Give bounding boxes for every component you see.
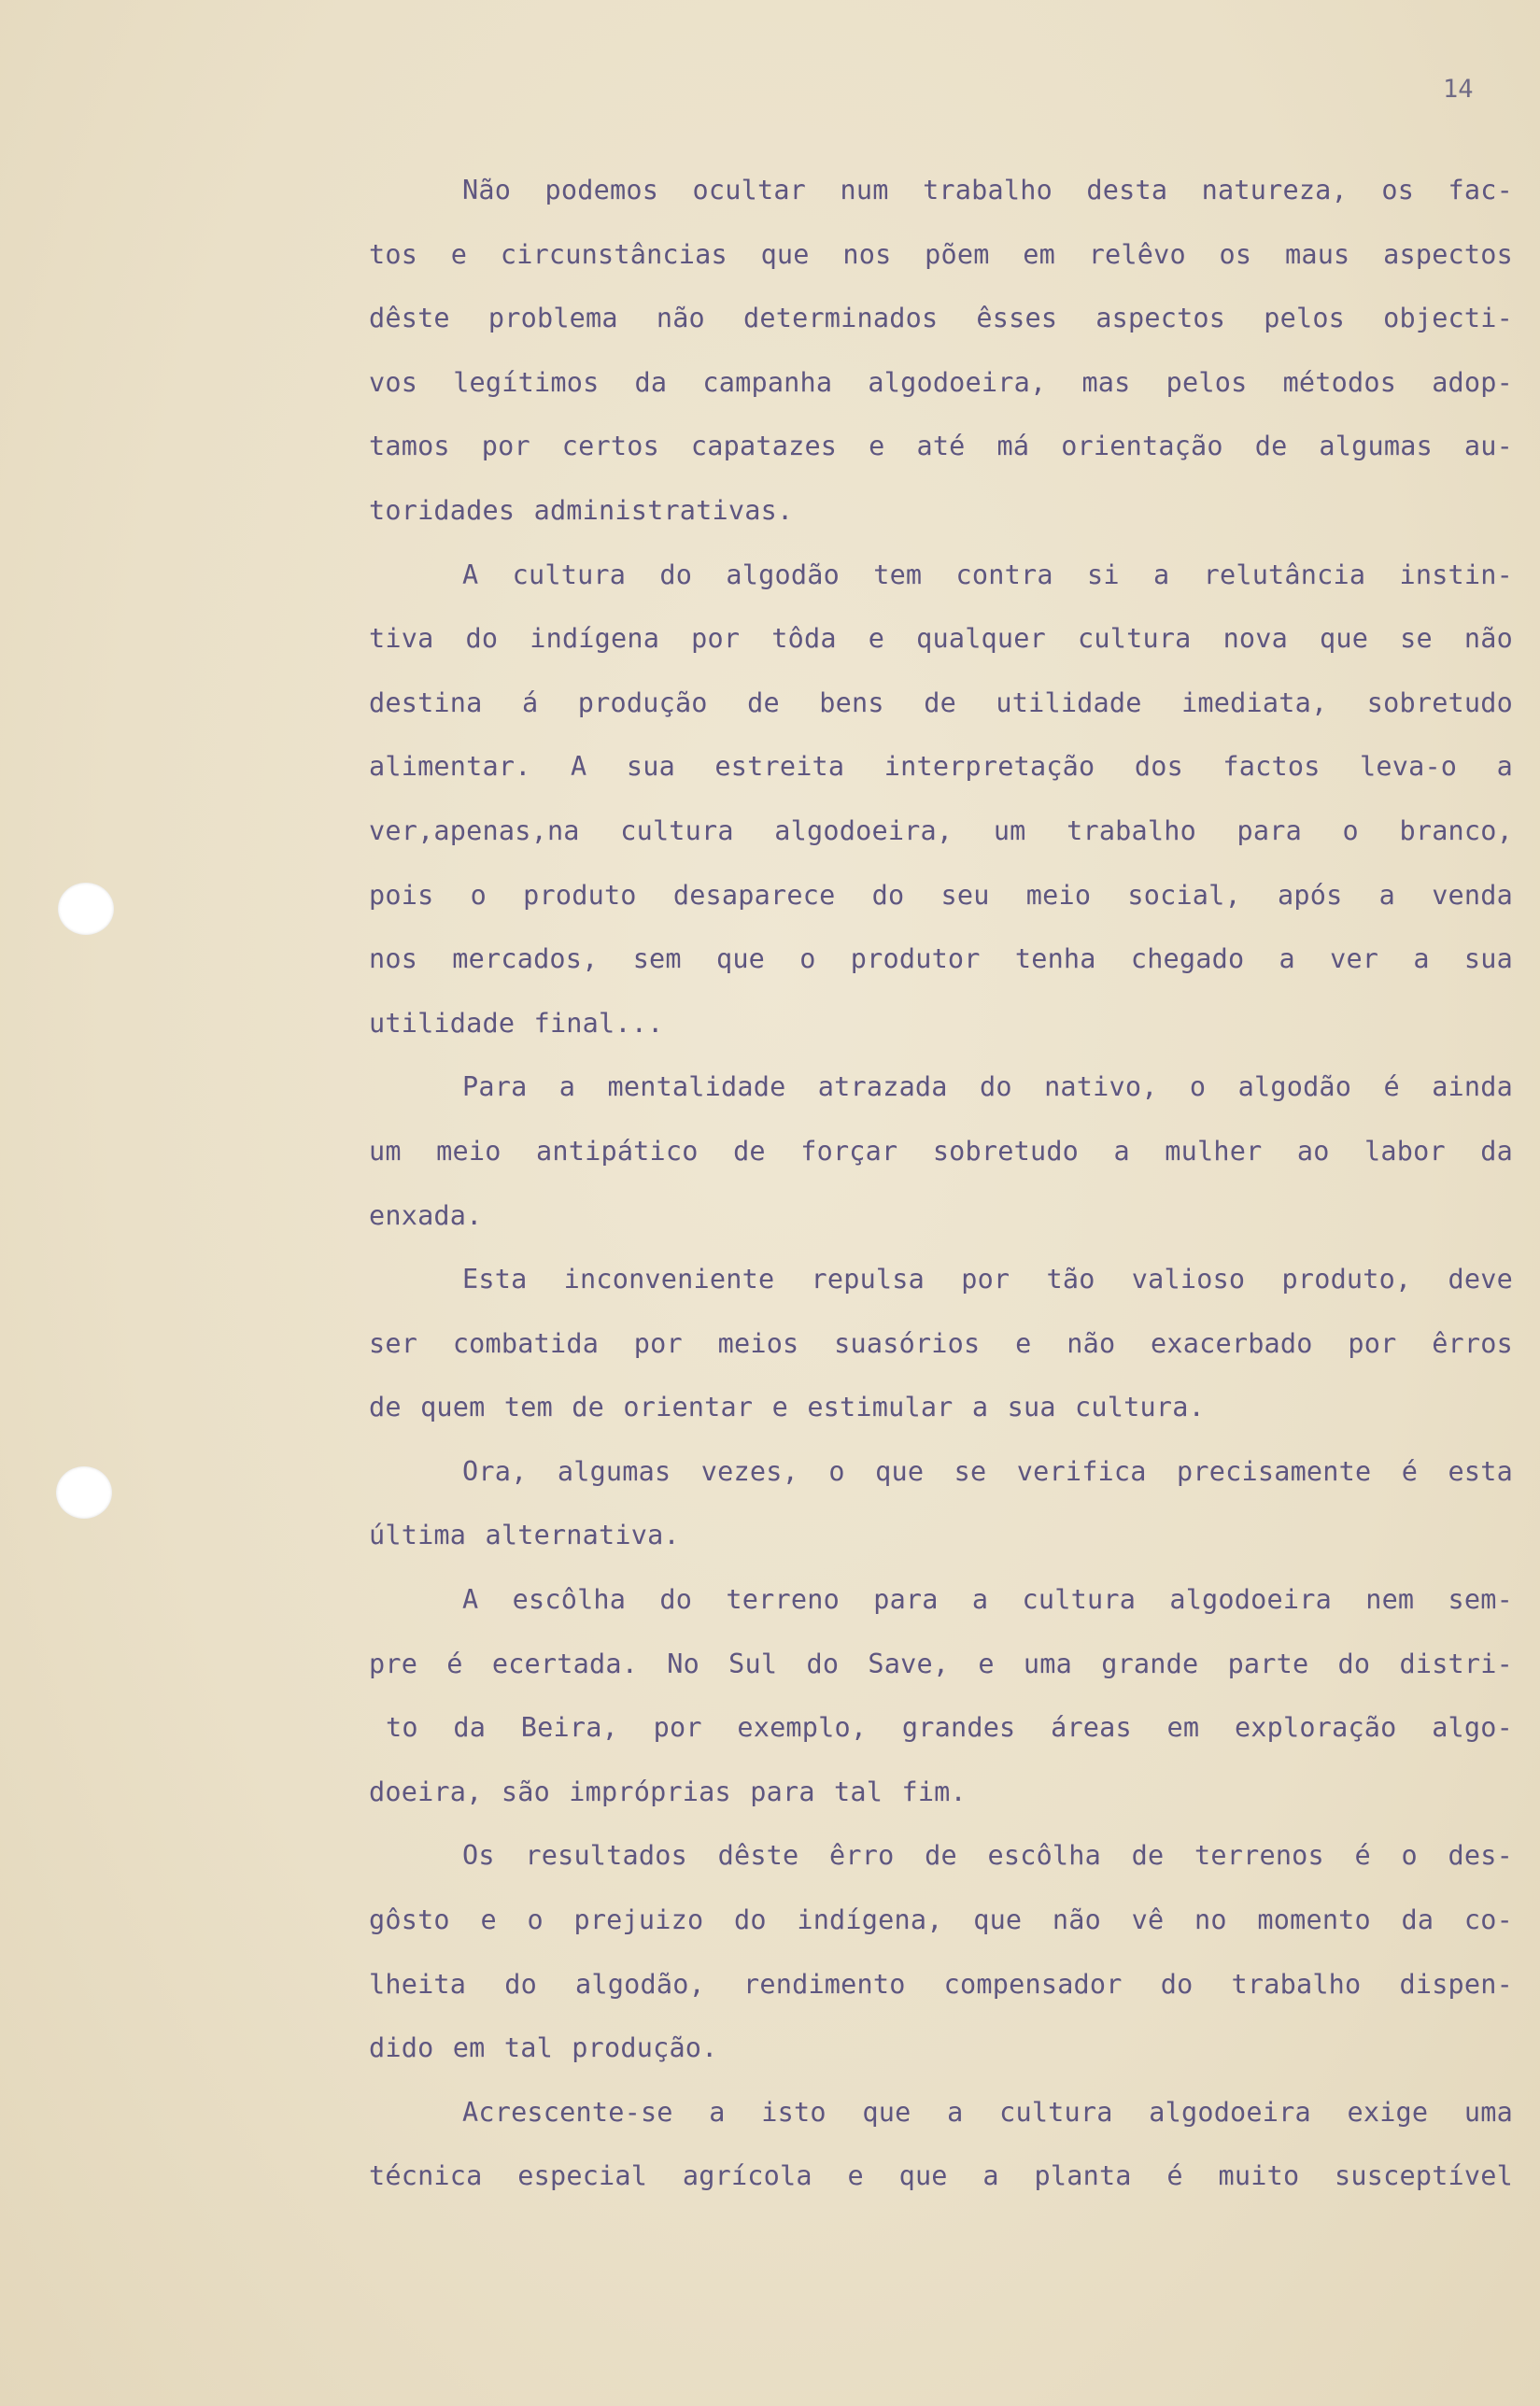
text-line: alimentar. A sua estreita interpretação dos factos leva-o a — [369, 751, 1513, 783]
text-line: tos e circunstâncias que nos põem em relêvo os maus aspectos — [369, 238, 1513, 270]
body-text — [369, 159, 1513, 2209]
text-line: Esta inconveniente repulsa por tão valioso produto, deve — [462, 1264, 1513, 1295]
text-line: A escôlha do terreno para a cultura algodoeira nem sem- — [462, 1584, 1513, 1616]
text-line: doeira, são impróprias para tal fim. — [369, 1776, 967, 1807]
text-line: toridades administrativas. — [369, 494, 794, 526]
text-line: dido em tal produção. — [369, 2032, 718, 2064]
text-line: destina á produção de bens de utilidade imediata, sobretudo — [369, 686, 1513, 718]
text-line: pre é ecertada. No Sul do Save, e uma grande parte do distri- — [369, 1648, 1513, 1679]
text-line: dêste problema não determinados êsses aspectos pelos objecti- — [369, 303, 1513, 334]
text-line: gôsto e o prejuizo do indígena, que não vê no momento da co- — [369, 1904, 1513, 1936]
text-line: nos mercados, sem que o produtor tenha chegado a ver a sua — [369, 943, 1513, 975]
text-line: to da Beira, por exemplo, grandes áreas em exploração algo- — [386, 1712, 1513, 1744]
text-line: técnica especial agrícola e que a planta é muito susceptível — [369, 2160, 1513, 2192]
punch-hole — [58, 883, 114, 935]
text-line: lheita do algodão, rendimento compensador do trabalho dispen- — [369, 1968, 1513, 2000]
text-line: última alternativa. — [369, 1520, 680, 1551]
text-line: Os resultados dêste êrro de escôlha de terrenos é o des- — [462, 1840, 1513, 1872]
text-line: pois o produto desaparece do seu meio social, após a venda — [369, 879, 1513, 911]
text-line: A cultura do algodão tem contra si a relutância instin- — [462, 559, 1513, 590]
text-line: utilidade final... — [369, 1007, 664, 1039]
text-line: enxada. — [369, 1199, 483, 1231]
text-line: vos legítimos da campanha algodoeira, mas pelos métodos adop- — [369, 366, 1513, 398]
text-line: Para a mentalidade atrazada do nativo, o algodão é ainda — [462, 1071, 1513, 1103]
text-line: tamos por certos capatazes e até má orientação de algumas au- — [369, 431, 1513, 462]
text-line: ser combatida por meios suasórios e não exacerbado por êrros — [369, 1327, 1513, 1359]
text-line: de quem tem de orientar e estimular a sua cultura. — [369, 1392, 1205, 1423]
page-number: 14 — [1443, 75, 1474, 104]
text-line: um meio antipático de forçar sobretudo a mulher ao labor da — [369, 1135, 1513, 1167]
text-line: Acrescente-se a isto que a cultura algodoeira exige uma — [462, 2096, 1513, 2128]
text-line: tiva do indígena por tôda e qualquer cultura nova que se não — [369, 623, 1513, 655]
text-line: Ora, algumas vezes, o que se verifica precisamente é esta — [462, 1455, 1513, 1487]
punch-hole — [56, 1466, 112, 1519]
text-line: Não podemos ocultar num trabalho desta natureza, os fac- — [462, 175, 1513, 205]
text-line: ver,apenas,na cultura algodoeira, um trabalho para o branco, — [369, 814, 1513, 846]
